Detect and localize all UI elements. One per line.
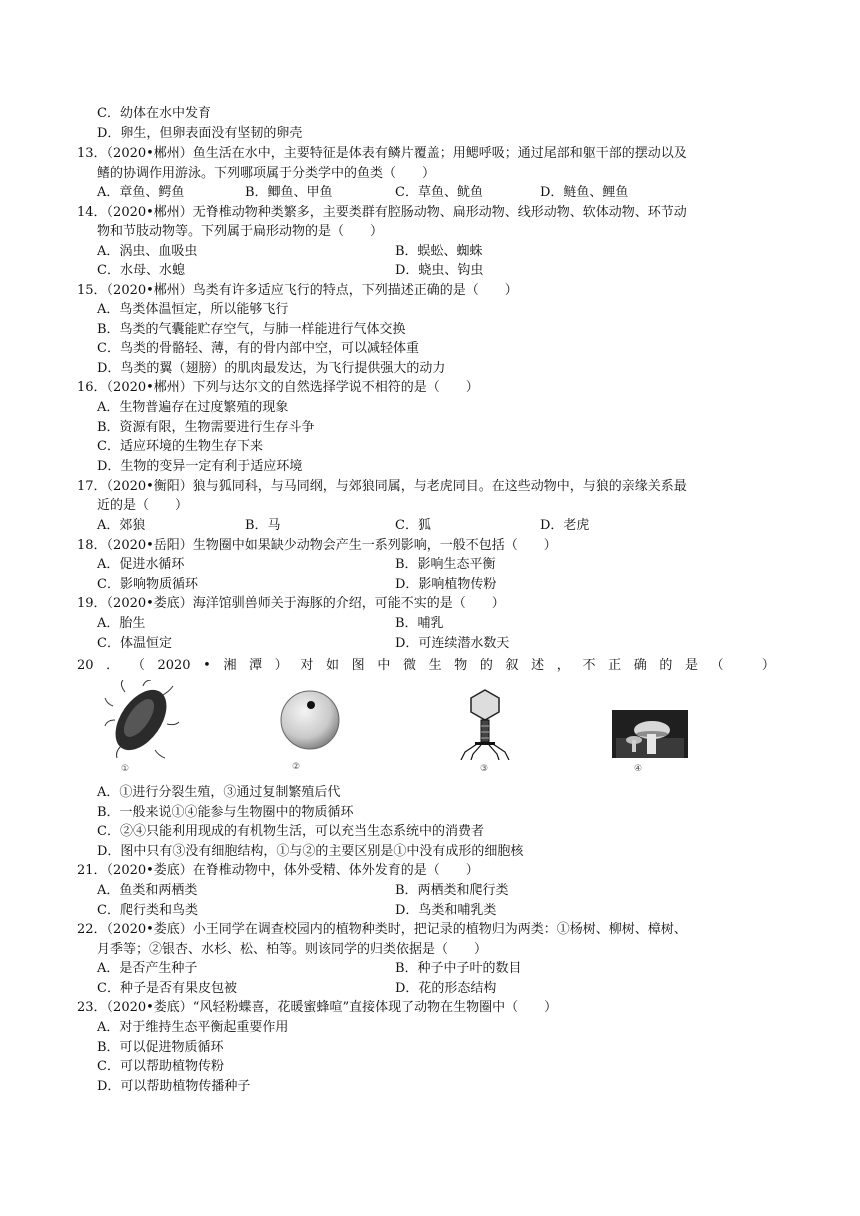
q18-option-c: C．影响物质循环 <box>97 577 198 592</box>
q20-token: 叙 <box>505 658 519 673</box>
q20-option-c: C．②④只能利用现成的有机物生活，可以充当生态系统中的消费者 <box>97 824 484 839</box>
q19-option-a: A．胎生 <box>97 616 146 631</box>
yeast-nucleus <box>307 701 315 709</box>
q14-option-a: A．涡虫、血吸虫 <box>97 244 198 259</box>
q15-option-a: A．鸟类体温恒定，所以能够飞行 <box>97 302 289 317</box>
q20-token: （ <box>710 658 724 673</box>
q20-token: ． <box>106 658 120 673</box>
q18-option-a: A．促进水循环 <box>97 557 185 572</box>
q13-stem-line2: 鳍的协调作用游泳。下列哪项属于分类学中的鱼类（ ） <box>97 166 436 181</box>
q20-token: 对 <box>300 658 314 673</box>
virus-head <box>471 690 499 720</box>
q20-token: 的 <box>659 658 673 673</box>
q18-stem: 18．（2020•岳阳）生物圈中如果缺少动物会产生一系列影响，一般不包括（ ） <box>77 538 557 553</box>
q23-stem: 23．（2020•娄底）“风轻粉蝶喜，花暖蜜蜂喧”直接体现了动物在生物圈中（ ） <box>77 1000 558 1015</box>
q23-option-b: B．可以促进物质循环 <box>97 1040 224 1055</box>
q15-option-c: C．鸟类的骨骼轻、薄，有的骨内部中空，可以减轻体重 <box>97 341 419 356</box>
q12-option-d: D．卵生，但卵表面没有坚韧的卵壳 <box>97 126 303 141</box>
q17-option-b: B．马 <box>245 518 281 533</box>
q21-option-b: B．两栖类和爬行类 <box>395 883 509 898</box>
q22-option-a: A．是否产生种子 <box>97 961 198 976</box>
q20-token: 如 <box>326 658 340 673</box>
yeast-cell <box>281 691 339 749</box>
q15-option-b: B．鸟类的气囊能贮存空气，与肺一样能进行气体交换 <box>97 322 406 337</box>
q20-token: 不 <box>582 658 596 673</box>
q16-option-b: B．资源有限，生物需要进行生存斗争 <box>97 420 315 435</box>
q20-token: 2020 <box>157 658 191 673</box>
q19-option-d: D．可连续潜水数天 <box>395 636 510 651</box>
q17-option-c: C．狐 <box>395 518 431 533</box>
q13-stem-line1: 13．（2020•郴州）鱼生活在水中，主要特征是体表有鳞片覆盖；用鳃呼吸；通过尾部和躯干部的摆动以及 <box>77 146 687 161</box>
q20-token <box>736 656 749 675</box>
q17-stem-line1: 17．（2020•衡阳）狼与狐同科，与马同纲，与郊狼同属，与老虎同目。在这些动物中，与狼的亲缘关系最 <box>77 479 687 494</box>
q13-option-c: C．草鱼、鱿鱼 <box>395 185 483 200</box>
q23-option-d: D．可以帮助植物传播种子 <box>97 1079 251 1094</box>
yeast-figure <box>278 688 342 752</box>
q20-option-d: D．图中只有③没有细胞结构，①与②的主要区别是①中没有成形的细胞核 <box>97 844 524 859</box>
q17-stem-line2: 近的是（ ） <box>97 498 189 513</box>
q20-token: • <box>203 658 211 673</box>
q20-token: 的 <box>479 658 493 673</box>
q20-stem <box>77 656 775 675</box>
q22-option-c: C．种子是否有果皮包被 <box>97 981 237 996</box>
q22-option-b: B．种子中子叶的数目 <box>395 961 522 976</box>
figure-label-4: ④ <box>634 764 643 774</box>
q23-option-a: A．对于维持生态平衡起重要作用 <box>97 1020 289 1035</box>
q16-option-d: D．生物的变异一定有利于适应环境 <box>97 459 303 474</box>
q20-token: 微 <box>402 658 416 673</box>
q19-stem: 19．（2020•娄底）海洋馆驯兽师关于海豚的介绍，可能不实的是（ ） <box>77 596 505 611</box>
figure-label-3: ③ <box>480 764 489 774</box>
q20-option-b: B．一般来说①④能参与生物圈中的物质循环 <box>97 805 354 820</box>
q16-stem: 16．（2020•郴州）下列与达尔文的自然选择学说不相符的是（ ） <box>77 380 479 395</box>
virus-figure <box>455 688 515 760</box>
bacterium-figure <box>103 680 183 762</box>
q20-option-a: A．①进行分裂生殖，③通过复制繁殖后代 <box>97 785 341 800</box>
q16-option-c: C．适应环境的生物生存下来 <box>97 439 263 454</box>
mushroom-figure <box>612 710 688 758</box>
q20-token: 是 <box>685 658 699 673</box>
q22-stem-line2: 月季等；②银杏、水杉、松、柏等。则该同学的归类依据是（ ） <box>97 942 488 957</box>
q17-option-d: D．老虎 <box>540 518 590 533</box>
q21-option-a: A．鱼类和两栖类 <box>97 883 198 898</box>
q14-option-c: C．水母、水螅 <box>97 263 185 278</box>
q20-token: ， <box>556 658 570 673</box>
q22-option-d: D．花的形态结构 <box>395 981 497 996</box>
q12-option-c: C．幼体在水中发育 <box>97 106 211 121</box>
q14-stem-line1: 14．（2020•郴州）无脊椎动物种类繁多，主要类群有腔肠动物、扁形动物、线形动物、软体动物、环节动 <box>77 205 687 220</box>
q15-stem: 15．（2020•郴州）鸟类有许多适应飞行的特点，下列描述正确的是（ ） <box>77 283 518 298</box>
q20-token: 物 <box>454 658 468 673</box>
q21-stem: 21．（2020•娄底）在脊椎动物中，体外受精、体外发育的是（ ） <box>77 863 479 878</box>
q20-token: （ <box>131 658 145 673</box>
figure-label-1: ① <box>121 764 130 774</box>
q20-token: 20 <box>77 658 94 673</box>
q13-option-b: B．鲫鱼、甲鱼 <box>245 185 333 200</box>
virus-tail <box>481 720 489 742</box>
q20-token: 图 <box>351 658 365 673</box>
q19-option-c: C．体温恒定 <box>97 636 172 651</box>
q15-option-d: D．鸟类的翼（翅膀）的肌肉最发达，为飞行提供强大的动力 <box>97 361 446 376</box>
q18-option-b: B．影响生态平衡 <box>395 557 496 572</box>
q20-token: ） <box>761 658 775 673</box>
q14-option-b: B．蜈蚣、蜘蛛 <box>395 244 483 259</box>
mushroom-stem <box>647 734 656 754</box>
q20-token: 述 <box>531 658 545 673</box>
q13-option-d: D．鲢鱼、鲤鱼 <box>540 185 629 200</box>
virus-tail-fibers <box>461 744 509 760</box>
figure-label-2: ② <box>292 762 301 772</box>
q14-option-d: D．蛲虫、钩虫 <box>395 263 484 278</box>
q20-token: 湘 <box>223 658 237 673</box>
q13-option-a: A．章鱼、鳄鱼 <box>97 185 185 200</box>
q14-stem-line2: 物和节肢动物等。下列属于扁形动物的是（ ） <box>97 224 384 239</box>
q22-stem-line1: 22．（2020•娄底）小王同学在调查校园内的植物种类时，把记录的植物归为两类：①杨树、柳树、樟树、 <box>77 922 687 937</box>
q21-option-c: C．爬行类和鸟类 <box>97 903 198 918</box>
q20-token: 中 <box>377 658 391 673</box>
q20-token: 正 <box>608 658 622 673</box>
q17-option-a: A．郊狼 <box>97 518 146 533</box>
q23-option-c: C．可以帮助植物传粉 <box>97 1059 224 1074</box>
q19-option-b: B．哺乳 <box>395 616 444 631</box>
q16-option-a: A．生物普遍存在过度繁殖的现象 <box>97 400 289 415</box>
q18-option-d: D．影响植物传粉 <box>395 577 497 592</box>
q20-token: 潭 <box>249 658 263 673</box>
q20-token: ） <box>274 658 288 673</box>
q20-token: 确 <box>633 658 647 673</box>
q20-token: 生 <box>428 658 442 673</box>
q21-option-d: D．鸟类和哺乳类 <box>395 903 497 918</box>
